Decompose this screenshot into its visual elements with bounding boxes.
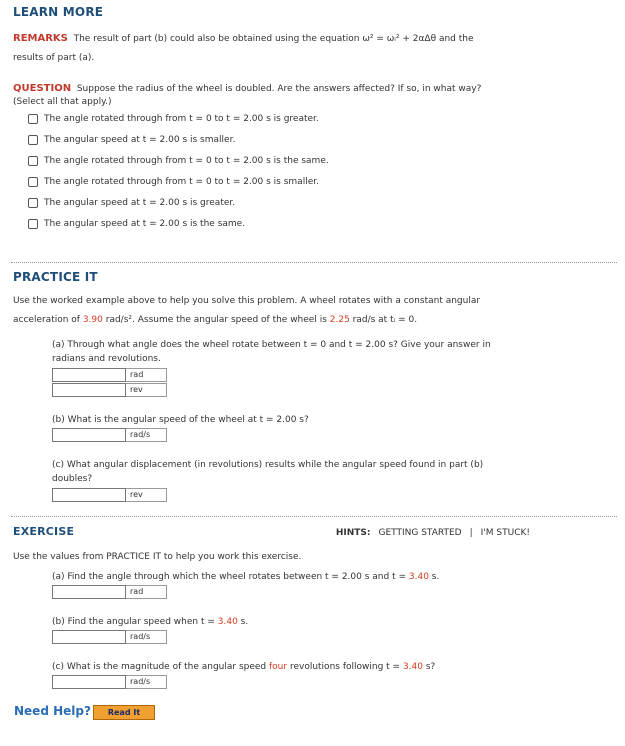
- answer-input[interactable]: [52, 675, 126, 689]
- answer-rev-c: [52, 488, 167, 502]
- intro-text: rad/s². Assume the angular speed of the wheel is: [102, 315, 330, 325]
- question-text: s.: [237, 617, 249, 627]
- practice-qb: (b) What is the angular speed of the wheel at t = 2.00 s?: [52, 415, 309, 425]
- hints-label: HINTS:: [335, 528, 371, 538]
- learn-more-title: LEARN MORE: [13, 5, 104, 19]
- hint-stuck[interactable]: I'M STUCK!: [480, 528, 530, 538]
- option-label: The angle rotated through from t = 0 to t = 2.00 s is greater.: [44, 114, 319, 124]
- question-text-a: Suppose the radius of the wheel is doubled. Are the answers affected? If so, in what way?: [76, 84, 482, 94]
- checkbox[interactable]: [28, 135, 38, 145]
- question-text: (b) Find the angular speed when t =: [52, 617, 218, 627]
- intro-text: acceleration of: [13, 315, 83, 325]
- exercise-qb: [52, 615, 248, 629]
- hints-bar: [336, 528, 530, 538]
- answer-rads: [52, 428, 167, 442]
- checkbox[interactable]: [28, 114, 38, 124]
- unit-label: rad/s: [126, 428, 167, 442]
- option-4[interactable]: [28, 175, 319, 189]
- checkbox[interactable]: [28, 156, 38, 166]
- question-text: s.: [428, 572, 440, 582]
- practice-title: PRACTICE IT: [13, 270, 98, 284]
- question-text: s?: [422, 662, 436, 672]
- practice-qa-a: (a) Through what angle does the wheel rotate between t = 0 and t = 2.00 s? Give your answer in: [52, 340, 491, 350]
- unit-label: rad: [126, 585, 167, 599]
- t2-value: 3.40: [408, 572, 429, 582]
- exercise-qa: [52, 570, 439, 584]
- question-text: (c) What is the magnitude of the angular speed: [52, 662, 269, 672]
- answer-rev: [52, 383, 167, 397]
- answer-input[interactable]: [52, 383, 126, 397]
- question-label: QUESTION: [13, 83, 72, 94]
- checkbox[interactable]: [28, 219, 38, 229]
- practice-qc-a: (c) What angular displacement (in revolutions) results while the angular speed found in part (b): [52, 460, 484, 470]
- option-label: The angular speed at t = 2.00 s is smaller.: [44, 135, 236, 145]
- practice-intro-b: [13, 312, 417, 329]
- unit-label: rev: [126, 488, 167, 502]
- practice-qc-b: doubles?: [52, 474, 93, 484]
- remarks-label: REMARKS: [13, 33, 68, 44]
- read-it-button[interactable]: Read It: [93, 705, 155, 720]
- exercise-answer-b: [52, 630, 167, 644]
- qb-t-value: 3.40: [217, 617, 238, 627]
- option-label: The angle rotated through from t = 0 to t = 2.00 s is the same.: [44, 156, 329, 166]
- hint-getting-started[interactable]: GETTING STARTED: [378, 528, 462, 538]
- need-help-label: Need Help?: [14, 704, 91, 718]
- option-label: The angle rotated through from t = 0 to t = 2.00 s is smaller.: [44, 177, 319, 187]
- option-5[interactable]: [28, 196, 235, 210]
- hint-separator: |: [469, 528, 473, 538]
- option-2[interactable]: [28, 133, 235, 147]
- practice-qa-b: radians and revolutions.: [52, 354, 161, 364]
- checkbox[interactable]: [28, 177, 38, 187]
- answer-input[interactable]: [52, 630, 126, 644]
- divider: [11, 262, 617, 263]
- answer-input[interactable]: [52, 488, 126, 502]
- answer-input[interactable]: [52, 368, 126, 382]
- option-3[interactable]: [28, 154, 329, 168]
- option-1[interactable]: [28, 112, 319, 126]
- divider: [11, 516, 617, 517]
- four-word: four: [269, 662, 288, 672]
- practice-intro-a: Use the worked example above to help you solve this problem. A wheel rotates with a constant angular: [13, 296, 481, 306]
- unit-label: rev: [126, 383, 167, 397]
- exercise-intro: Use the values from PRACTICE IT to help you work this exercise.: [13, 552, 302, 562]
- option-6[interactable]: [28, 217, 245, 231]
- omega-value: 2.25: [329, 315, 350, 325]
- question-text: (a) Find the angle through which the wheel rotates between t = 2.00 s and t =: [52, 572, 409, 582]
- remarks-text-b: results of part (a).: [13, 53, 95, 63]
- exercise-qc: [52, 660, 435, 674]
- answer-rad: [52, 368, 167, 382]
- question-text: revolutions following t =: [287, 662, 403, 672]
- unit-label: rad/s: [126, 630, 167, 644]
- accel-value: 3.90: [82, 315, 103, 325]
- answer-input[interactable]: [52, 428, 126, 442]
- answer-input[interactable]: [52, 585, 126, 599]
- remarks: [13, 30, 474, 48]
- option-label: The angular speed at t = 2.00 s is greater.: [44, 198, 236, 208]
- remarks-text-a: The result of part (b) could also be obtained using the equation ω² = ωᵢ² + 2αΔθ and the: [73, 34, 474, 44]
- unit-label: rad/s: [126, 675, 167, 689]
- unit-label: rad: [126, 368, 167, 382]
- qc-t-value: 3.40: [402, 662, 423, 672]
- intro-text: rad/s at tᵢ = 0.: [349, 315, 418, 325]
- question-text-b: (Select all that apply.): [13, 97, 112, 107]
- checkbox[interactable]: [28, 198, 38, 208]
- exercise-title: EXERCISE: [13, 525, 75, 538]
- exercise-answer-a: [52, 585, 167, 599]
- option-label: The angular speed at t = 2.00 s is the same.: [44, 219, 246, 229]
- exercise-answer-c: [52, 675, 167, 689]
